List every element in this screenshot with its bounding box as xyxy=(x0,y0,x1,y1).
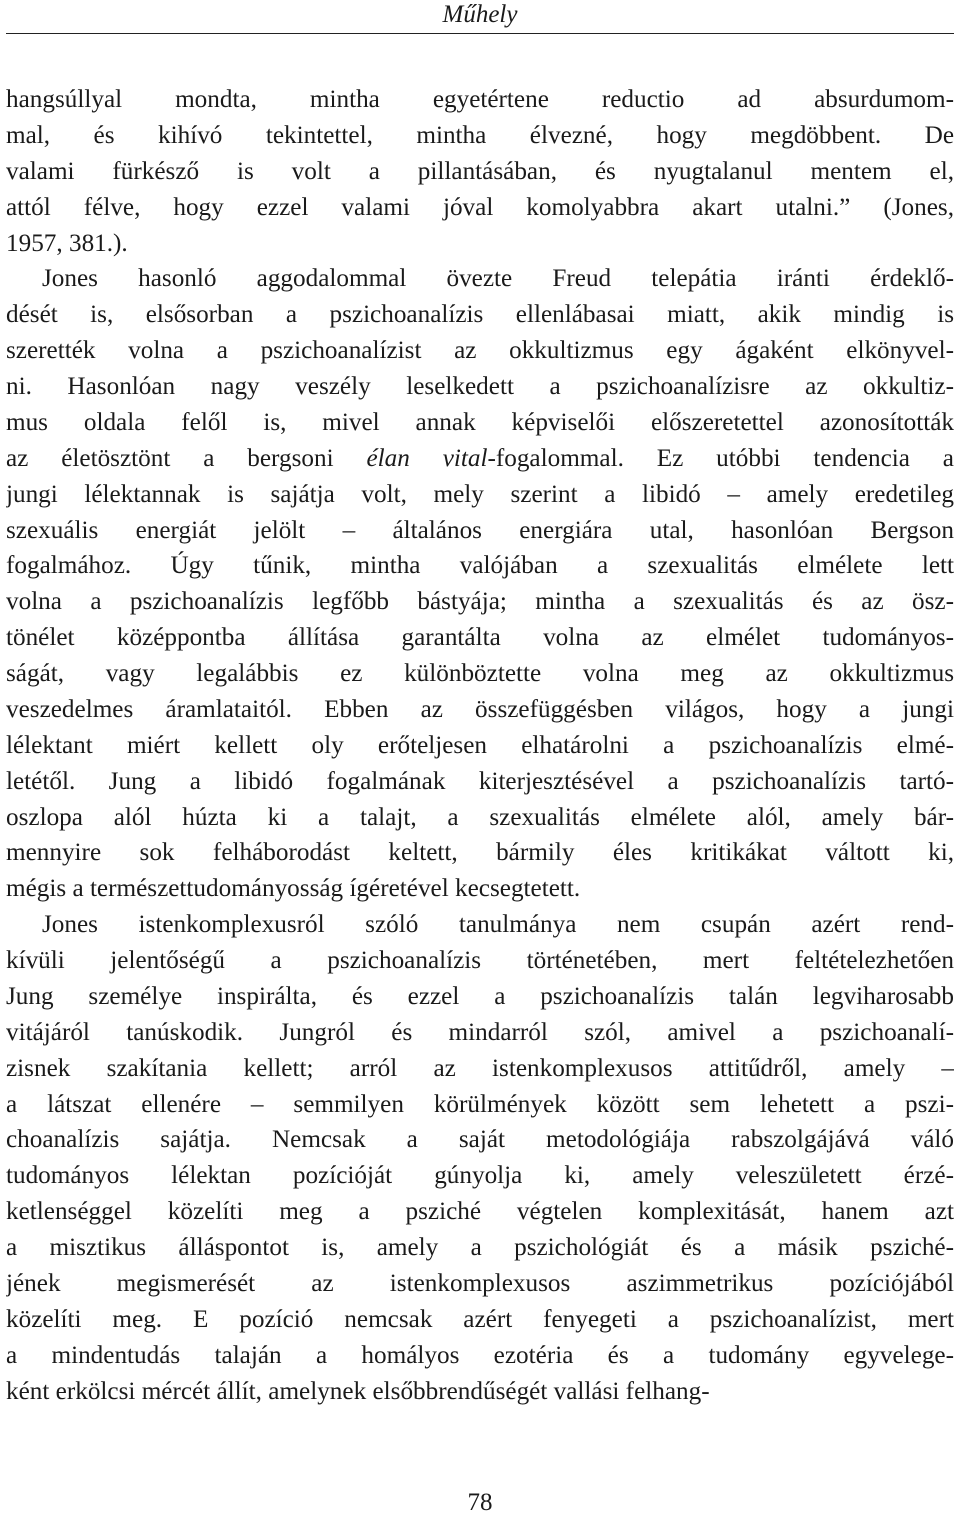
text-line: jungi lélektannak is sajátja volt, mely szerint a libidó – amely eredetileg xyxy=(6,480,954,508)
text-line: jének megismerését az istenkomplexusos aszimmetrikus pozíciójából xyxy=(6,1269,954,1297)
text-line: szerették volna a pszichoanalízist az okkultizmus egy ágaként elkönyvel- xyxy=(6,337,954,365)
text-line: lélektant miért kellett oly erőteljesen elhatárolni a pszichoanalízis elmé- xyxy=(6,731,954,759)
page-number: 78 xyxy=(467,1489,493,1516)
paragraph xyxy=(6,82,954,261)
text-line: mégis a természettudományosság ígéretével kecsegtetett. xyxy=(6,875,581,903)
text-line: a misztikus álláspontot is, amely a pszichológiát és a másik psziché- xyxy=(6,1234,954,1261)
text-line: az életösztönt a bergsoni élan vital-fogalommal. Ez utóbbi tendencia a xyxy=(6,444,954,472)
text-line: ként erkölcsi mércét állít, amelynek elsőbbrendűségét vallási felhang- xyxy=(6,1377,710,1405)
text-line: veszedelmes áramlataitól. Ebben az összefüggésben világos, hogy a jungi xyxy=(6,695,954,723)
italic-term: élan vital xyxy=(366,444,488,472)
text-line: mal, és kihívó tekintettel, mintha élvezné, hogy megdöbbent. De xyxy=(6,121,954,149)
paragraph xyxy=(6,907,954,1409)
text-line: tudományos lélektan pozícióját gúnyolja ki, amely veleszületett érzé- xyxy=(6,1162,954,1190)
text-line: mus oldala felől is, mivel annak képviselői előszeretettel azonosították xyxy=(6,408,954,436)
text-line: volna a pszichoanalízis legfőbb bástyája; mintha a szexualitás és az ösz- xyxy=(6,588,954,616)
text-line: ni. Hasonlóan nagy veszély leselkedett a pszichoanalízisre az okkultiz- xyxy=(6,373,954,400)
text-line: valami fürkésző is volt a pillantásában, és nyugtalanul mentem el, xyxy=(6,157,954,185)
text-line: ketlenséggel közelíti meg a psziché végtelen komplexitását, hanem azt xyxy=(6,1198,954,1226)
text-line: attól félve, hogy ezzel valami jóval komolyabbra akart utalni.” (Jones, xyxy=(6,193,954,221)
text-line: vitájáról tanúskodik. Jungról és mindarról szól, amivel a pszichoanalí- xyxy=(6,1018,954,1046)
text-line: kívüli jelentőségű a pszichoanalízis történetében, mert feltételezhetően xyxy=(6,947,954,974)
text-line: Jung személye inspirálta, és ezzel a pszichoanalízis talán legviharosabb xyxy=(6,982,954,1010)
text-line: közelíti meg. E pozíció nemcsak azért fenyegeti a pszichoanalízist, mert xyxy=(6,1305,954,1333)
running-head xyxy=(6,0,954,34)
text-line: a látszat ellenére – semmilyen körülmények között sem lehetett a pszi- xyxy=(6,1090,954,1118)
text-line: tönélet középpontba állítása garantálta volna az elmélet tudományos- xyxy=(6,624,954,652)
text-line: fogalmához. Úgy tűnik, mintha valójában a szexualitás elmélete lett xyxy=(6,552,954,580)
text-line: Jones istenkomplexusról szóló tanulmánya nem csupán azért rend- xyxy=(42,911,954,939)
text-line: szexuális energiát jelölt – általános energiára utal, hasonlóan Bergson xyxy=(6,516,954,544)
text-line: dését is, elsősorban a pszichoanalízis ellenlábasai miatt, akik mindig is xyxy=(6,301,954,329)
body-text xyxy=(6,82,954,1409)
section-title: Műhely xyxy=(442,1,518,28)
text-line: choanalízis sajátja. Nemcsak a saját metodológiája rabszolgájává váló xyxy=(6,1126,954,1154)
text-line: oszlopa alól húzta ki a talajt, a szexualitás elmélete alól, amely bár- xyxy=(6,803,954,831)
text-line: Jones hasonló aggodalommal övezte Freud telepátia iránti érdeklő- xyxy=(42,265,954,293)
paragraph xyxy=(6,261,954,907)
text-line: letétől. Jung a libidó fogalmának kiterjesztésével a pszichoanalízis tartó- xyxy=(6,767,954,795)
text-line: a mindentudás talaján a homályos ezotéria és a tudomány egyvelege- xyxy=(6,1341,954,1369)
text-line: ságát, vagy legalábbis ez különböztette volna meg az okkultizmus xyxy=(6,660,954,687)
text-line: 1957, 381.). xyxy=(6,229,128,257)
text-line: hangsúllyal mondta, mintha egyetértene reductio ad absurdumom- xyxy=(6,86,954,113)
text-line: zisnek szakítania kellett; arról az istenkomplexusos attitűdről, amely – xyxy=(6,1054,954,1082)
text-line: mennyire sok felháborodást keltett, bármily éles kritikákat váltott ki, xyxy=(6,839,954,867)
